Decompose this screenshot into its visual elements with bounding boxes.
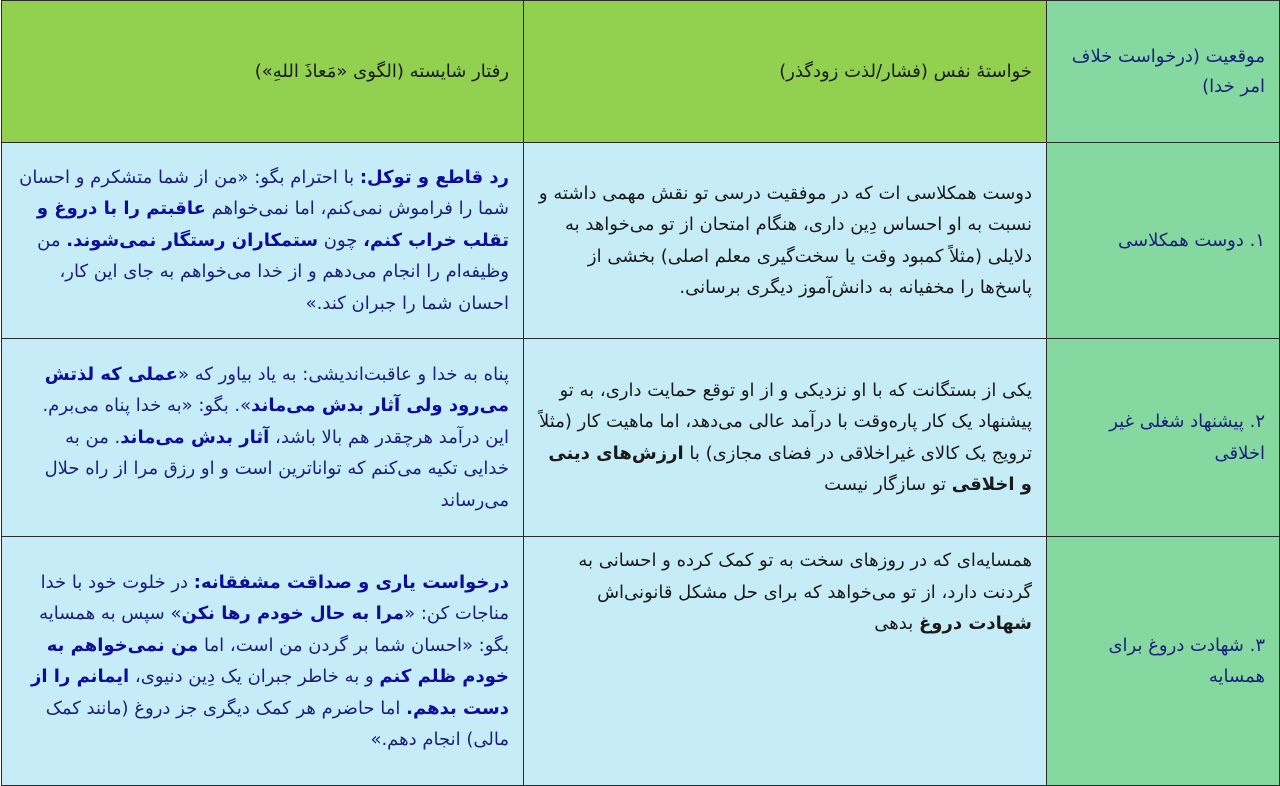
- answer-text: چون: [318, 229, 364, 251]
- desire-bold-text: ارزش‌های دینی و اخلاقی: [548, 442, 1032, 495]
- desire-text: تو سازگار نیست: [824, 474, 952, 495]
- answer-bold-text: من نمی‌خواهم به خودم ظلم کنم: [46, 634, 509, 687]
- answer-bold-text: آثار بدش می‌ماند: [120, 426, 270, 448]
- row-answer: [2, 537, 524, 786]
- answer-bold-text: رد قاطع و توکل:: [359, 166, 509, 188]
- row-situation: ۱. دوست همکلاسی: [1047, 143, 1280, 339]
- row-situation: ۳. شهادت دروغ برای همسایه: [1047, 537, 1280, 786]
- answer-text: با احترام بگو: «من از شما متشکرم و احسان شما را فراموش نمی‌کنم، اما نمی‌خواهم: [19, 166, 509, 220]
- row-desire: دوست همکلاسی ات که در موفقیت درسی تو نقش مهمی داشته و نسبت به او احساس دِین داری، هنگام امتحان از تو می‌خواهد به دلایلی (مثلاً کمبود وقت یا سخت‌گیری معلم اصلی) بخشی از پاسخ‌ها را مخفیانه به دانش‌آموز دیگری برسانی.: [524, 143, 1047, 339]
- table-row: [2, 537, 1280, 786]
- answer-text: من وظیفه‌ام را انجام می‌دهم و از خدا می‌خواهم به جای این کار، احسان شما را جبران کند.»: [37, 229, 509, 314]
- answer-text: ». بگو: «به خدا پناه می‌برم. این درآمد هرچقدر هم بالا باشد،: [42, 395, 509, 448]
- answer-text: » سپس به همسایه بگو: «احسان شما بر گردن من است، اما: [39, 603, 509, 656]
- row-answer: [2, 339, 524, 537]
- table-row: [2, 339, 1280, 537]
- desire-text: یکی از بستگانت که با او نزدیکی و از او توقع حمایت داری، به تو پیشنهاد یک کار پاره‌وقت با درآمد عالی می‌دهد، اما ماهیت کار (مثلاً ترویج یک کالای غیراخلاقی در فضای مجازی) با: [539, 379, 1032, 464]
- answer-text: پناه به خدا و عاقبت‌اندیشی: به یاد بیاور که «: [177, 363, 509, 385]
- table-row: [2, 143, 1280, 339]
- row-desire: [524, 537, 1047, 786]
- header-desire: خواستهٔ نفس (فشار/لذت زودگذر): [524, 1, 1047, 143]
- answer-bold-text: درخواست یاری و صداقت مشفقانه:: [193, 571, 509, 593]
- row-desire: [524, 339, 1047, 537]
- answer-text: و به خاطر جبران یک دِین دنیوی،: [129, 666, 380, 687]
- header-row: [2, 1, 1280, 143]
- row-situation: ۲. پیشنهاد شغلی غیر اخلاقی: [1047, 339, 1280, 537]
- answer-text: . من به خدایی تکیه می‌کنم که تواناترین است و او رزق مرا از راه حلال می‌رساند: [44, 426, 509, 511]
- answer-bold-text: مرا به حال خودم رها نکن: [181, 603, 405, 624]
- desire-text: همسایه‌ای که در روزهای سخت به تو کمک کرده و احسانی به گردنت دارد، از تو می‌خواهد که برای حل مشکل قانونی‌اش: [578, 550, 1032, 603]
- desire-bold-text: شهادت دروغ: [918, 613, 1032, 634]
- answer-bold-text: عملی که لذتش می‌رود ولی آثار بدش می‌ماند: [44, 363, 509, 417]
- answer-bold-text: ستمکاران رستگار نمی‌شوند.: [66, 229, 319, 251]
- answer-bold-text: عاقبتم را با دروغ و تقلب خراب کنم،: [36, 198, 509, 251]
- answer-text: اما حاضرم هر کمک دیگری جز دروغ (مانند کمک مالی) انجام دهم.»: [45, 697, 509, 750]
- desire-text: بدهی: [874, 613, 919, 634]
- header-situation: موقعیت (درخواست خلاف امر خدا): [1047, 1, 1280, 143]
- answer-bold-text: ایمانم را از دست بدهم.: [30, 666, 509, 719]
- situations-table: [1, 0, 1280, 786]
- header-answer: رفتار شایسته (الگوی «مَعاذَ اللهِ»): [2, 1, 524, 143]
- row-answer: [2, 143, 524, 339]
- answer-text: در خلوت خود با خدا مناجات کن: «: [40, 571, 509, 624]
